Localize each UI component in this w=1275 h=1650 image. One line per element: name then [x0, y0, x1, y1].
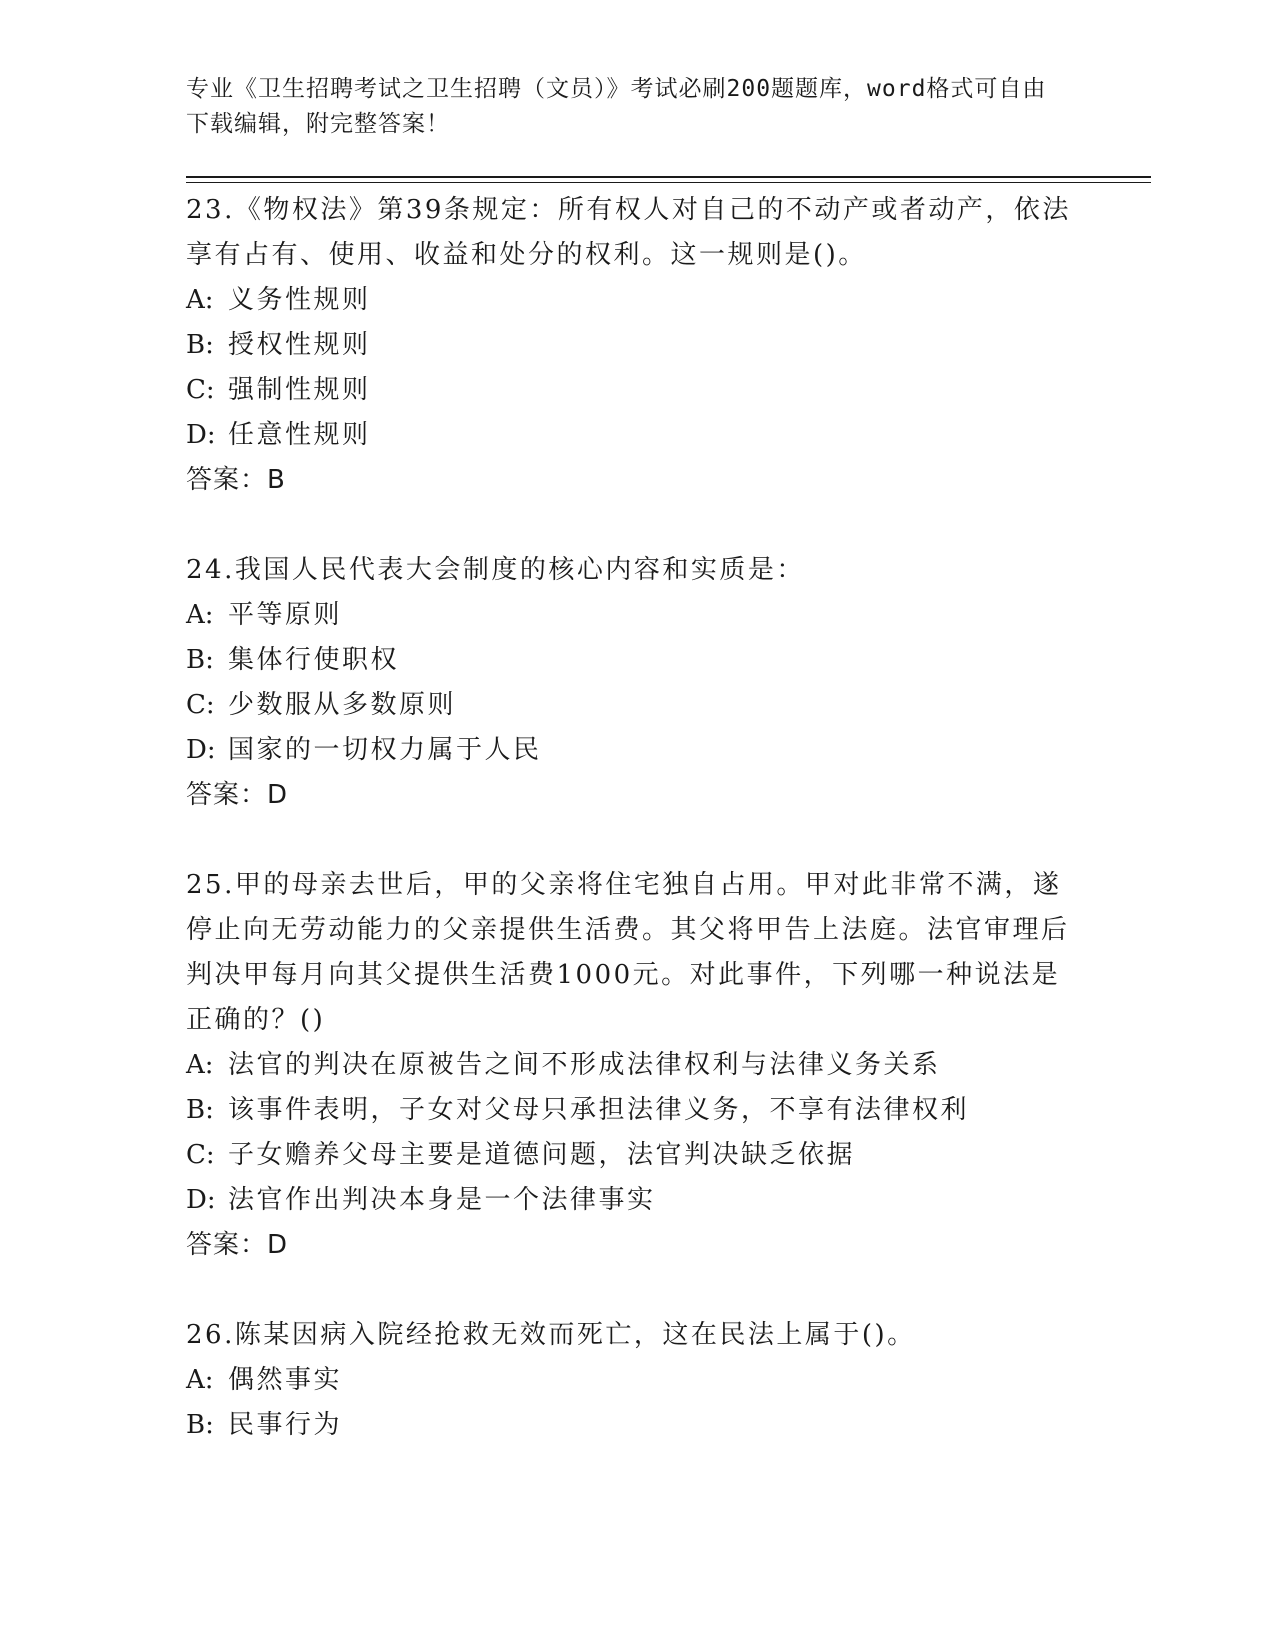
- question-stem: 26.陈某因病入院经抢救无效而死亡，这在民法上属于()。: [186, 1320, 916, 1350]
- answer-line: 答案：D: [186, 1230, 289, 1260]
- question-stem: 23.《物权法》第39条规定：所有权人对自己的不动产或者动产，依法享有占有、使用、收益和处分的权利。这一规则是()。: [186, 195, 1071, 270]
- header-divider-thick: [186, 176, 1151, 178]
- option-key: A:: [186, 600, 214, 630]
- option-text: 少数服从多数原则: [228, 690, 457, 720]
- option-text: 义务性规则: [228, 285, 371, 315]
- option-key: B:: [186, 330, 214, 360]
- option-text: 偶然事实: [228, 1365, 343, 1395]
- option-b: [186, 323, 1076, 368]
- option-key: A:: [186, 1365, 214, 1395]
- option-text: 法官作出判决本身是一个法律事实: [228, 1185, 656, 1215]
- option-a: [186, 1358, 1076, 1403]
- question-26: [186, 1313, 1076, 1448]
- option-text: 该事件表明，子女对父母只承担法律义务，不享有法律权利: [228, 1095, 970, 1125]
- option-text: 民事行为: [228, 1410, 343, 1440]
- option-text: 集体行使职权: [228, 645, 400, 675]
- answer-line: 答案：B: [186, 465, 286, 495]
- option-key: C:: [186, 1140, 215, 1170]
- option-d: [186, 413, 1076, 458]
- option-b: [186, 1088, 1076, 1133]
- option-text: 国家的一切权力属于人民: [228, 735, 542, 765]
- option-d: [186, 1178, 1076, 1223]
- question-24: [186, 548, 1076, 818]
- option-b: [186, 1403, 1076, 1448]
- option-key: D:: [186, 420, 216, 450]
- question-25: [186, 863, 1076, 1268]
- option-key: A:: [186, 1050, 214, 1080]
- question-23: [186, 188, 1076, 503]
- question-list: [186, 188, 1076, 1493]
- question-stem: 25.甲的母亲去世后，甲的父亲将住宅独自占用。甲对此非常不满，遂停止向无劳动能力的父亲提供生活费。其父将甲告上法庭。法官审理后判决甲每月向其父提供生活费1000元。对此事件，下列哪一种说法是正确的？(): [186, 870, 1070, 1035]
- option-d: [186, 728, 1076, 773]
- option-key: B:: [186, 1095, 214, 1125]
- option-key: C:: [186, 690, 215, 720]
- option-a: [186, 593, 1076, 638]
- option-text: 子女赡养父母主要是道德问题，法官判决缺乏依据: [228, 1140, 856, 1170]
- option-key: D:: [186, 735, 216, 765]
- option-key: B:: [186, 645, 214, 675]
- question-stem: 24.我国人民代表大会制度的核心内容和实质是：: [186, 555, 805, 585]
- option-a: [186, 278, 1076, 323]
- option-key: D:: [186, 1185, 216, 1215]
- option-text: 法官的判决在原被告之间不形成法律权利与法律义务关系: [228, 1050, 941, 1080]
- option-b: [186, 638, 1076, 683]
- document-header: 专业《卫生招聘考试之卫生招聘（文员）》考试必刷200题题库，word格式可自由下载编辑，附完整答案！: [186, 76, 1047, 137]
- option-key: B:: [186, 1410, 214, 1440]
- option-text: 任意性规则: [228, 420, 371, 450]
- header-divider-thin: [186, 182, 1151, 183]
- option-text: 强制性规则: [228, 375, 371, 405]
- option-key: C:: [186, 375, 215, 405]
- option-c: [186, 1133, 1076, 1178]
- option-text: 平等原则: [228, 600, 343, 630]
- option-c: [186, 368, 1076, 413]
- option-a: [186, 1043, 1076, 1088]
- option-text: 授权性规则: [228, 330, 371, 360]
- option-key: A:: [186, 285, 214, 315]
- option-c: [186, 683, 1076, 728]
- answer-line: 答案：D: [186, 780, 289, 810]
